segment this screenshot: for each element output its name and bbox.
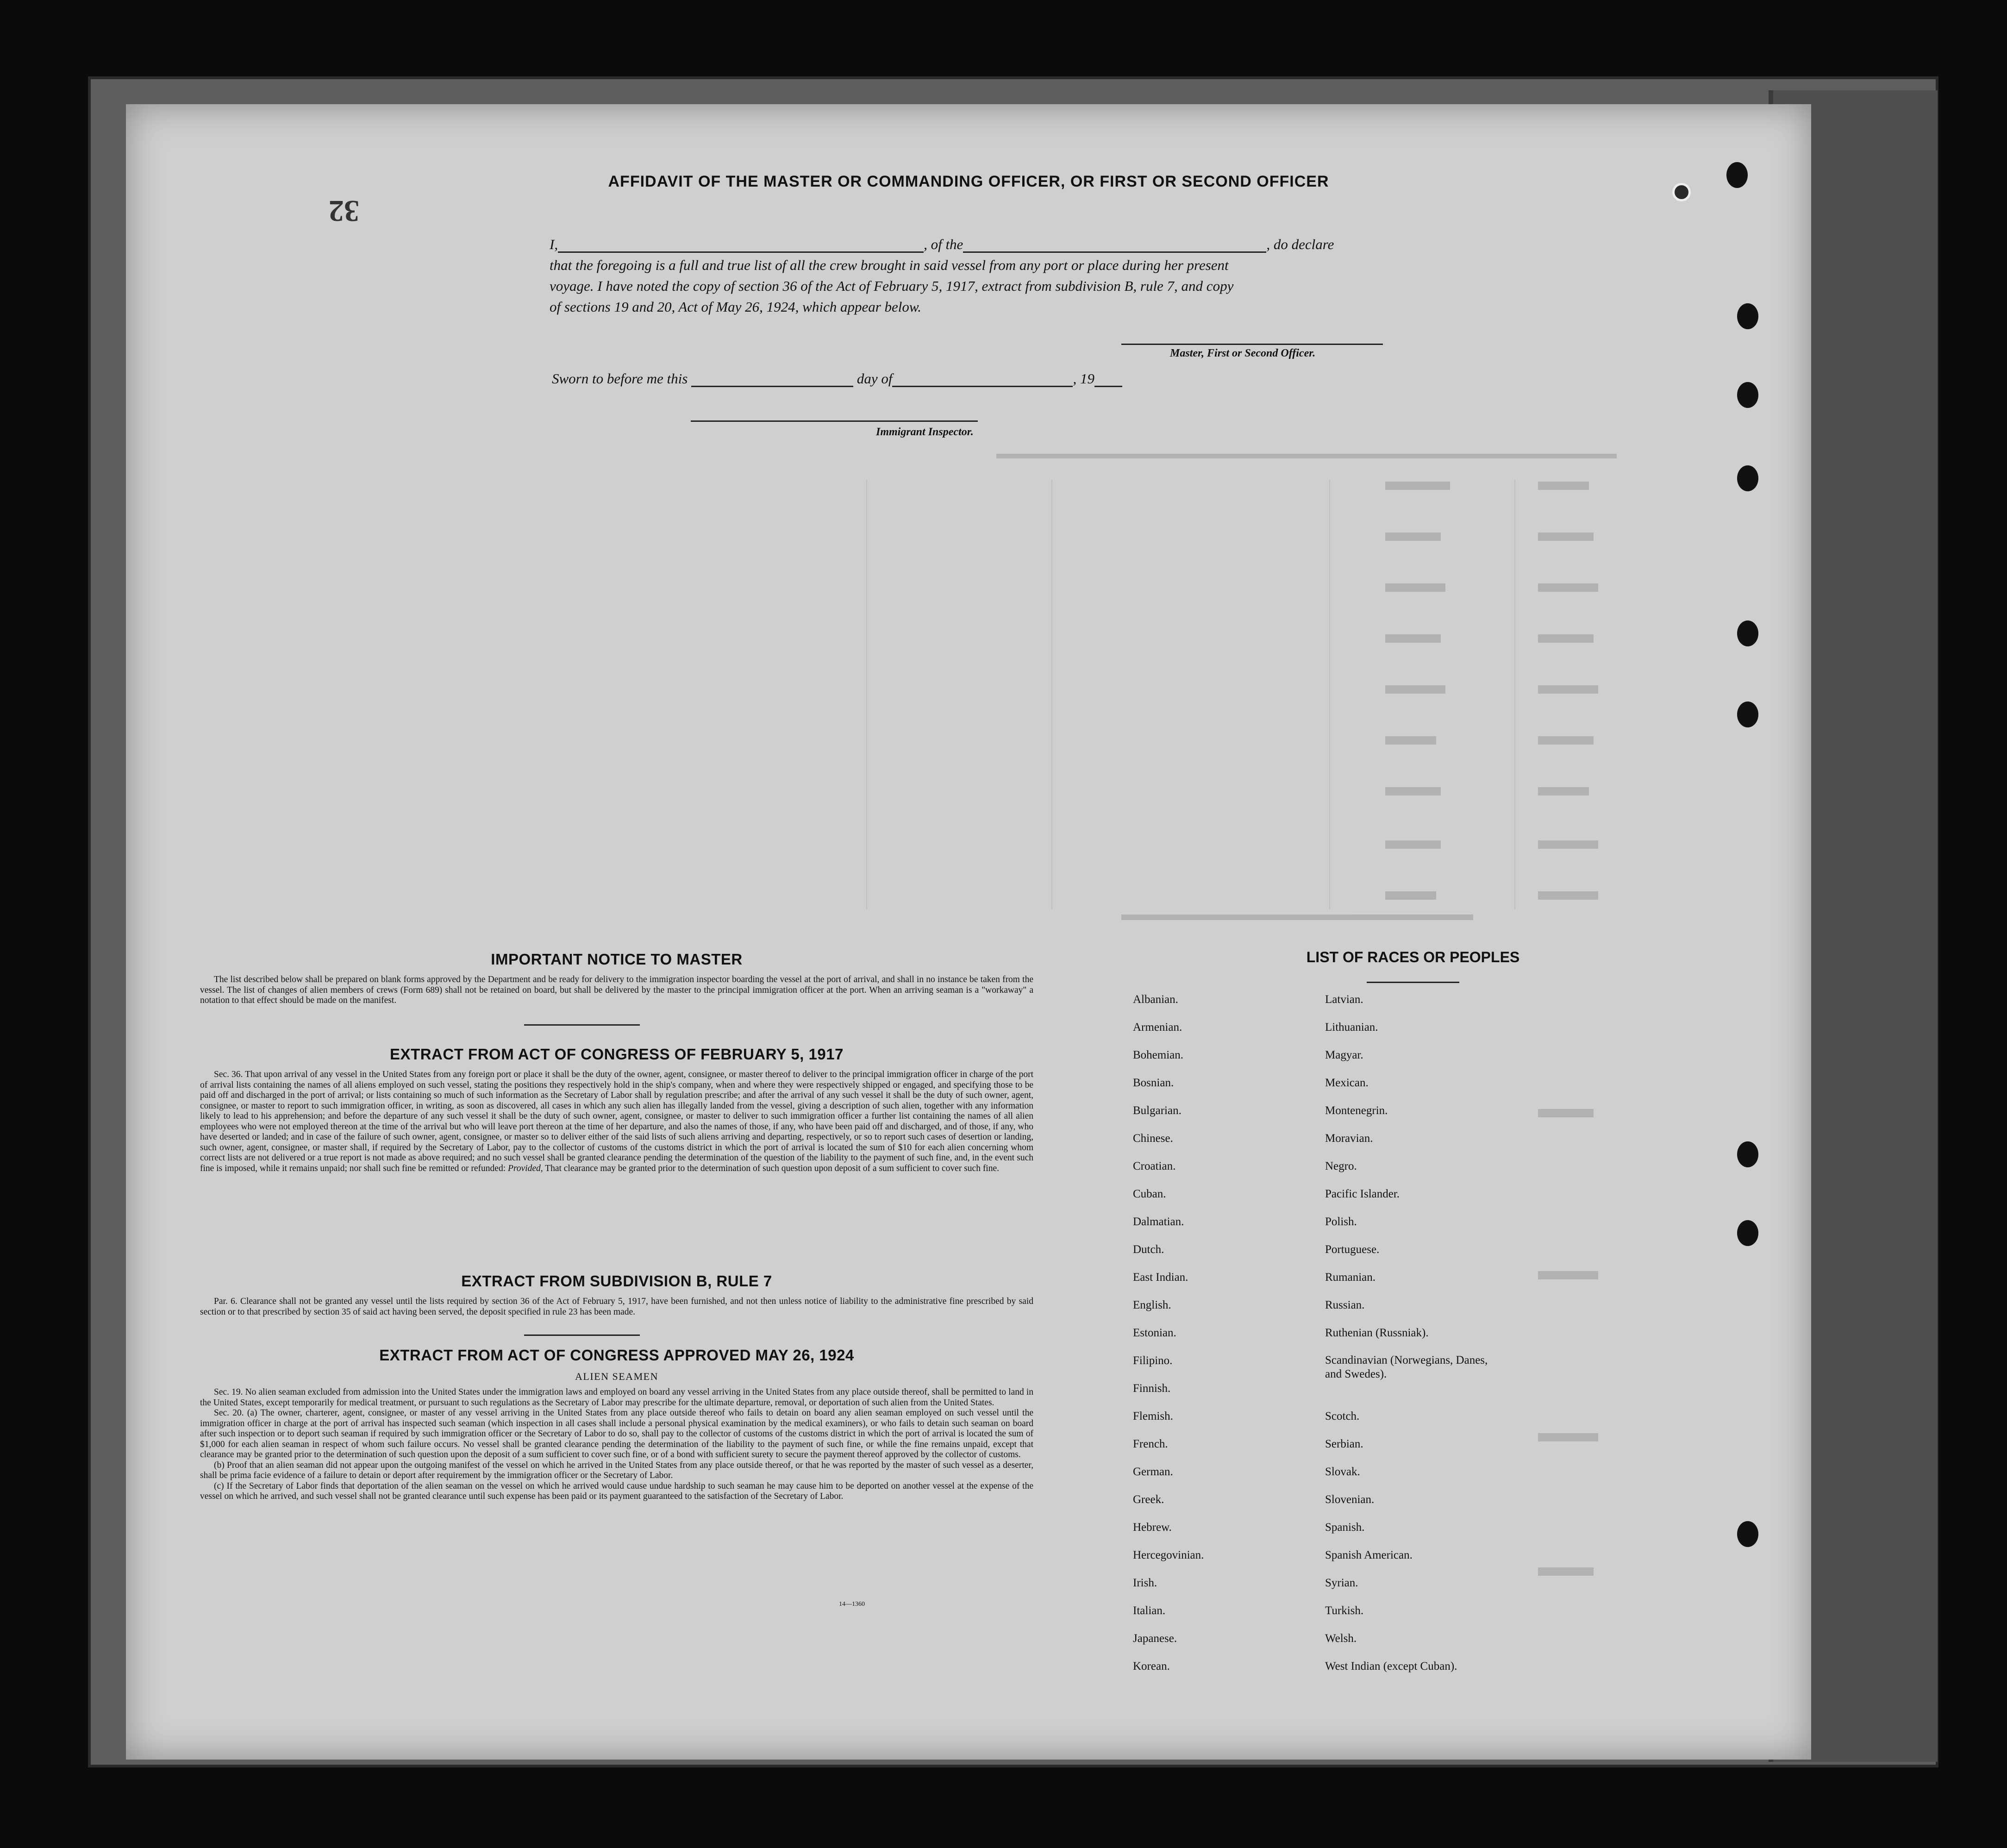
race-item: Croatian. bbox=[1133, 1160, 1176, 1172]
section-20b-paragraph: (b) Proof that an alien seaman did not appear upon the outgoing manifest of the vessel on which he arrived in the United States from any place outside thereof, or that he was reported by the master of such vessel as a deserter, shall be prima facie evidence of a failure to detain or deport after requirement by the immigration officer or the Secretary of Labor. bbox=[200, 1460, 1033, 1480]
race-item: Montenegrin. bbox=[1325, 1104, 1388, 1117]
race-item: Dutch. bbox=[1133, 1243, 1164, 1256]
punch-hole bbox=[1737, 702, 1758, 727]
master-signature-line[interactable] bbox=[1121, 344, 1383, 345]
extract-rule7-title: EXTRACT FROM SUBDIVISION B, RULE 7 bbox=[461, 1272, 772, 1290]
section-19-paragraph: Sec. 19. No alien seaman excluded from admission into the United States under the immigration laws and employed on board any vessel arriving in the United States from any place outside thereof, shall be permitted to land in the United States, except temporarily for medical treatment, or pursuant to such regulations as the Secretary of Labor may prescribe for the ultimate departure, removal, or deportation of such alien from the United States. bbox=[200, 1387, 1033, 1408]
extract-1924-body bbox=[200, 1387, 1033, 1502]
sworn-year-label: , 19 bbox=[1073, 370, 1094, 387]
form-code: 14—1360 bbox=[839, 1601, 865, 1608]
race-item: Bulgarian. bbox=[1133, 1104, 1182, 1117]
race-item: Mexican. bbox=[1325, 1077, 1369, 1089]
race-item: Turkish. bbox=[1325, 1604, 1364, 1617]
divider bbox=[524, 1024, 640, 1026]
race-item: Albanian. bbox=[1133, 993, 1178, 1006]
notice-paragraph: The list described below shall be prepared on blank forms approved by the Department and be ready for delivery to the immigration inspector boarding the vessel at the port of arrival, and shall in no instance be taken from the vessel. The list of changes of alien members of crews (Form 689) shall not be retained on board, but shall be delivered by the master to the principal immigration officer at the port. When an arriving seaman is a "workaway" a notation to that effect should be made on the manifest. bbox=[200, 975, 1033, 1005]
section-36-text-end: That clearance may be granted prior to the determination of such question upon deposit of a sum sufficient to cover such fine. bbox=[545, 1163, 1000, 1173]
rule7-paragraph: Par. 6. Clearance shall not be granted any vessel until the lists required by section 36 of the Act of February 5, 1917, have been furnished, and not then unless notice of liability to the administrative fine prescribed by said section or to that prescribed by section 35 of said act having been served, the deposit specified in rule 23 has been made. bbox=[200, 1297, 1033, 1317]
master-signature-label: Master, First or Second Officer. bbox=[1170, 347, 1316, 359]
notice-body bbox=[200, 975, 1033, 1006]
punch-hole bbox=[1737, 1521, 1758, 1547]
race-item: Greek. bbox=[1133, 1493, 1164, 1506]
section-36-text: Sec. 36. That upon arrival of any vessel in the United States from any foreign port or place it shall be the duty of the owner, agent, consignee, or master thereof to deliver to the principal immigration officer in charge of the port of arrival lists containing the names of all aliens employed on such vessel, stating the positions they respectively hold in the ship's company, when and where they were respectively shipped or engaged, and specifying those to be paid off and discharged in the port of arrival; or lists containing so much of such information as the Secretary of Labor shall by regulation prescribe; and after the arrival of any such vessel it shall be the duty of such owner, agent, consignee, or master to report to such immigration officer, in writing, as soon as discovered, all cases in which any such alien has illegally landed from the vessel, giving a description of such alien, together with any information likely to lead to his apprehension; and before the departure of any such vessel it shall be the duty of such owner, agent, consignee, or master to deliver to such immigration officer a further list containing the names of all alien employees who were not employed thereon at the time of the arrival but who will leave port thereon at the time of her departure, and also the names of those, if any, who have been paid off and discharged, and of those, if any, who have deserted or landed; and in case of the failure of such owner, agent, consignee, or master so to deliver either of the said lists of such aliens arriving and departing, respectively, or so to report such cases of desertion or landing, such owner, agent, consignee, or master shall, if required by the Secretary of Labor, pay to the collector of customs of the customs district in which the port of arrival is located the sum of $10 for each alien concerning whom correct lists are not delivered or a true report is not made as above required; and no such vessel shall be granted clearance pending the determination of the question of the liability to the payment of such fine, and, in the event such fine is imposed, while it remains unpaid; nor shall such fine be remitted or refunded: bbox=[200, 1070, 1033, 1173]
affidavit-text-line-4: of sections 19 and 20, Act of May 26, 1924, which appear below. bbox=[550, 299, 922, 315]
race-item: Filipino. bbox=[1133, 1354, 1173, 1367]
extract-1917-title: EXTRACT FROM ACT OF CONGRESS OF FEBRUARY 5, 1917 bbox=[390, 1046, 844, 1063]
sworn-month-blank[interactable] bbox=[892, 373, 1073, 387]
race-item: West Indian (except Cuban). bbox=[1325, 1660, 1457, 1673]
race-item: Ruthenian (Russniak). bbox=[1325, 1327, 1429, 1339]
race-item: Latvian. bbox=[1325, 993, 1363, 1006]
race-item: Scotch. bbox=[1325, 1410, 1360, 1422]
race-item: Irish. bbox=[1133, 1577, 1157, 1589]
race-item: Armenian. bbox=[1133, 1021, 1182, 1034]
race-item: Rumanian. bbox=[1325, 1271, 1376, 1284]
vessel-name-blank[interactable] bbox=[963, 238, 1266, 253]
punch-hole bbox=[1737, 303, 1758, 329]
race-item: Russian. bbox=[1325, 1299, 1365, 1311]
race-item: East Indian. bbox=[1133, 1271, 1188, 1284]
extract-rule7-body bbox=[200, 1297, 1033, 1317]
document-page bbox=[126, 104, 1811, 1760]
master-name-blank[interactable] bbox=[558, 238, 924, 253]
race-item: Estonian. bbox=[1133, 1327, 1176, 1339]
race-item: Flemish. bbox=[1133, 1410, 1173, 1422]
race-item: Korean. bbox=[1133, 1660, 1170, 1673]
punch-hole bbox=[1737, 465, 1758, 491]
extract-1917-body bbox=[200, 1070, 1033, 1174]
punch-hole bbox=[1737, 1141, 1758, 1167]
race-item: English. bbox=[1133, 1299, 1171, 1311]
race-item: Syrian. bbox=[1325, 1577, 1358, 1589]
alien-seamen-subtitle: ALIEN SEAMEN bbox=[575, 1371, 658, 1382]
affidavit-text-line-3: voyage. I have noted the copy of section 36 of the Act of February 5, 1917, extract from subdivision B, rule 7, and copy bbox=[550, 278, 1234, 294]
race-item: French. bbox=[1133, 1438, 1168, 1450]
race-item: Scandinavian (Norwegians, Danes, and Swedes). bbox=[1325, 1354, 1488, 1380]
race-item: Spanish. bbox=[1325, 1521, 1365, 1534]
race-item: Dalmatian. bbox=[1133, 1215, 1184, 1228]
race-item: Pacific Islander. bbox=[1325, 1188, 1400, 1200]
race-item: Magyar. bbox=[1325, 1049, 1363, 1061]
race-item: Bohemian. bbox=[1133, 1049, 1184, 1061]
race-item: Welsh. bbox=[1325, 1632, 1357, 1645]
race-item: Portuguese. bbox=[1325, 1243, 1380, 1256]
races-title: LIST OF RACES OR PEOPLES bbox=[1306, 949, 1520, 965]
notice-title: IMPORTANT NOTICE TO MASTER bbox=[491, 951, 743, 968]
race-item: German. bbox=[1133, 1466, 1173, 1478]
race-item: Bosnian. bbox=[1133, 1077, 1174, 1089]
race-item: Moravian. bbox=[1325, 1132, 1373, 1145]
punch-hole bbox=[1737, 382, 1758, 408]
divider bbox=[524, 1334, 640, 1336]
section-20a-paragraph: Sec. 20. (a) The owner, charterer, agent, consignee, or master of any vessel arriving in the United States from any place outside thereof who fails to detain on board any alien seaman employed on such vessel until the immigration officer in charge at the port of arrival has inspected such seaman (which inspection in all cases shall include a personal physical examination by the medical examiners), or who fails to detain such seaman on board after such inspection or to deport such seaman if required by such immigration officer or the Secretary of Labor to do so, shall pay to the collector of customs of the customs district in which the port of arrival is located the sum of $1,000 for each alien seaman in respect of whom such failure occurs. No vessel shall be granted clearance pending the determination of the liability to the payment of such fine, or while the fine remains unpaid, except that clearance may be granted prior to the determination of such question upon the deposit of a sum sufficient to cover such fine, or of a bond with sufficient surety to secure the payment thereof approved by the collector of customs. bbox=[200, 1408, 1033, 1460]
affidavit-declare-label: , do declare bbox=[1266, 236, 1334, 252]
sworn-day-of-label: day of bbox=[857, 370, 893, 387]
race-item: Chinese. bbox=[1133, 1132, 1173, 1145]
race-item: Cuban. bbox=[1133, 1188, 1166, 1200]
race-item: Slovak. bbox=[1325, 1466, 1360, 1478]
race-item: Negro. bbox=[1325, 1160, 1357, 1172]
bleed-through-manifest bbox=[126, 104, 1811, 1760]
affidavit-declaration-line bbox=[550, 236, 1334, 253]
section-20c-paragraph: (c) If the Secretary of Labor finds that deportation of the alien seaman on the vessel on which he arrived would cause undue hardship to such seaman he may cause him to be deported on another vessel at the expense of the vessel on which he arrived, and such vessel shall not be granted clearance until such expense has been paid or its payment guaranteed to the satisfaction of the Secretary of Labor. bbox=[200, 1481, 1033, 1501]
sworn-line bbox=[552, 370, 1122, 387]
page-number: 32 bbox=[329, 194, 359, 228]
race-item: Hebrew. bbox=[1133, 1521, 1172, 1534]
section-36-paragraph bbox=[200, 1070, 1033, 1174]
inspector-signature-line[interactable] bbox=[691, 420, 978, 422]
punch-hole bbox=[1737, 620, 1758, 646]
inspector-signature-label: Immigrant Inspector. bbox=[876, 426, 974, 438]
affidavit-text-line-2: that the foregoing is a full and true list of all the crew brought in said vessel from any port or place during her present bbox=[550, 257, 1229, 273]
section-36-provided: Provided, bbox=[508, 1163, 543, 1173]
race-item: Slovenian. bbox=[1325, 1493, 1375, 1506]
divider bbox=[1367, 982, 1459, 983]
race-item: Lithuanian. bbox=[1325, 1021, 1378, 1034]
race-item: Hercegovinian. bbox=[1133, 1549, 1204, 1561]
affidavit-of-the-label: , of the bbox=[924, 236, 963, 252]
race-item: Finnish. bbox=[1133, 1382, 1171, 1395]
extract-1924-title: EXTRACT FROM ACT OF CONGRESS APPROVED MAY 26, 1924 bbox=[379, 1347, 854, 1364]
race-item: Polish. bbox=[1325, 1215, 1357, 1228]
affidavit-title: AFFIDAVIT OF THE MASTER OR COMMANDING OFFICER, OR FIRST OR SECOND OFFICER bbox=[608, 173, 1329, 190]
sworn-label: Sworn to before me this bbox=[552, 370, 688, 387]
race-item: Serbian. bbox=[1325, 1438, 1363, 1450]
sworn-day-blank[interactable] bbox=[691, 373, 853, 387]
sworn-year-blank[interactable] bbox=[1094, 373, 1122, 387]
punch-hole bbox=[1737, 1220, 1758, 1246]
race-item: Spanish American. bbox=[1325, 1549, 1413, 1561]
race-item: Japanese. bbox=[1133, 1632, 1177, 1645]
race-item: Italian. bbox=[1133, 1604, 1166, 1617]
affidavit-i-label: I, bbox=[550, 236, 558, 252]
